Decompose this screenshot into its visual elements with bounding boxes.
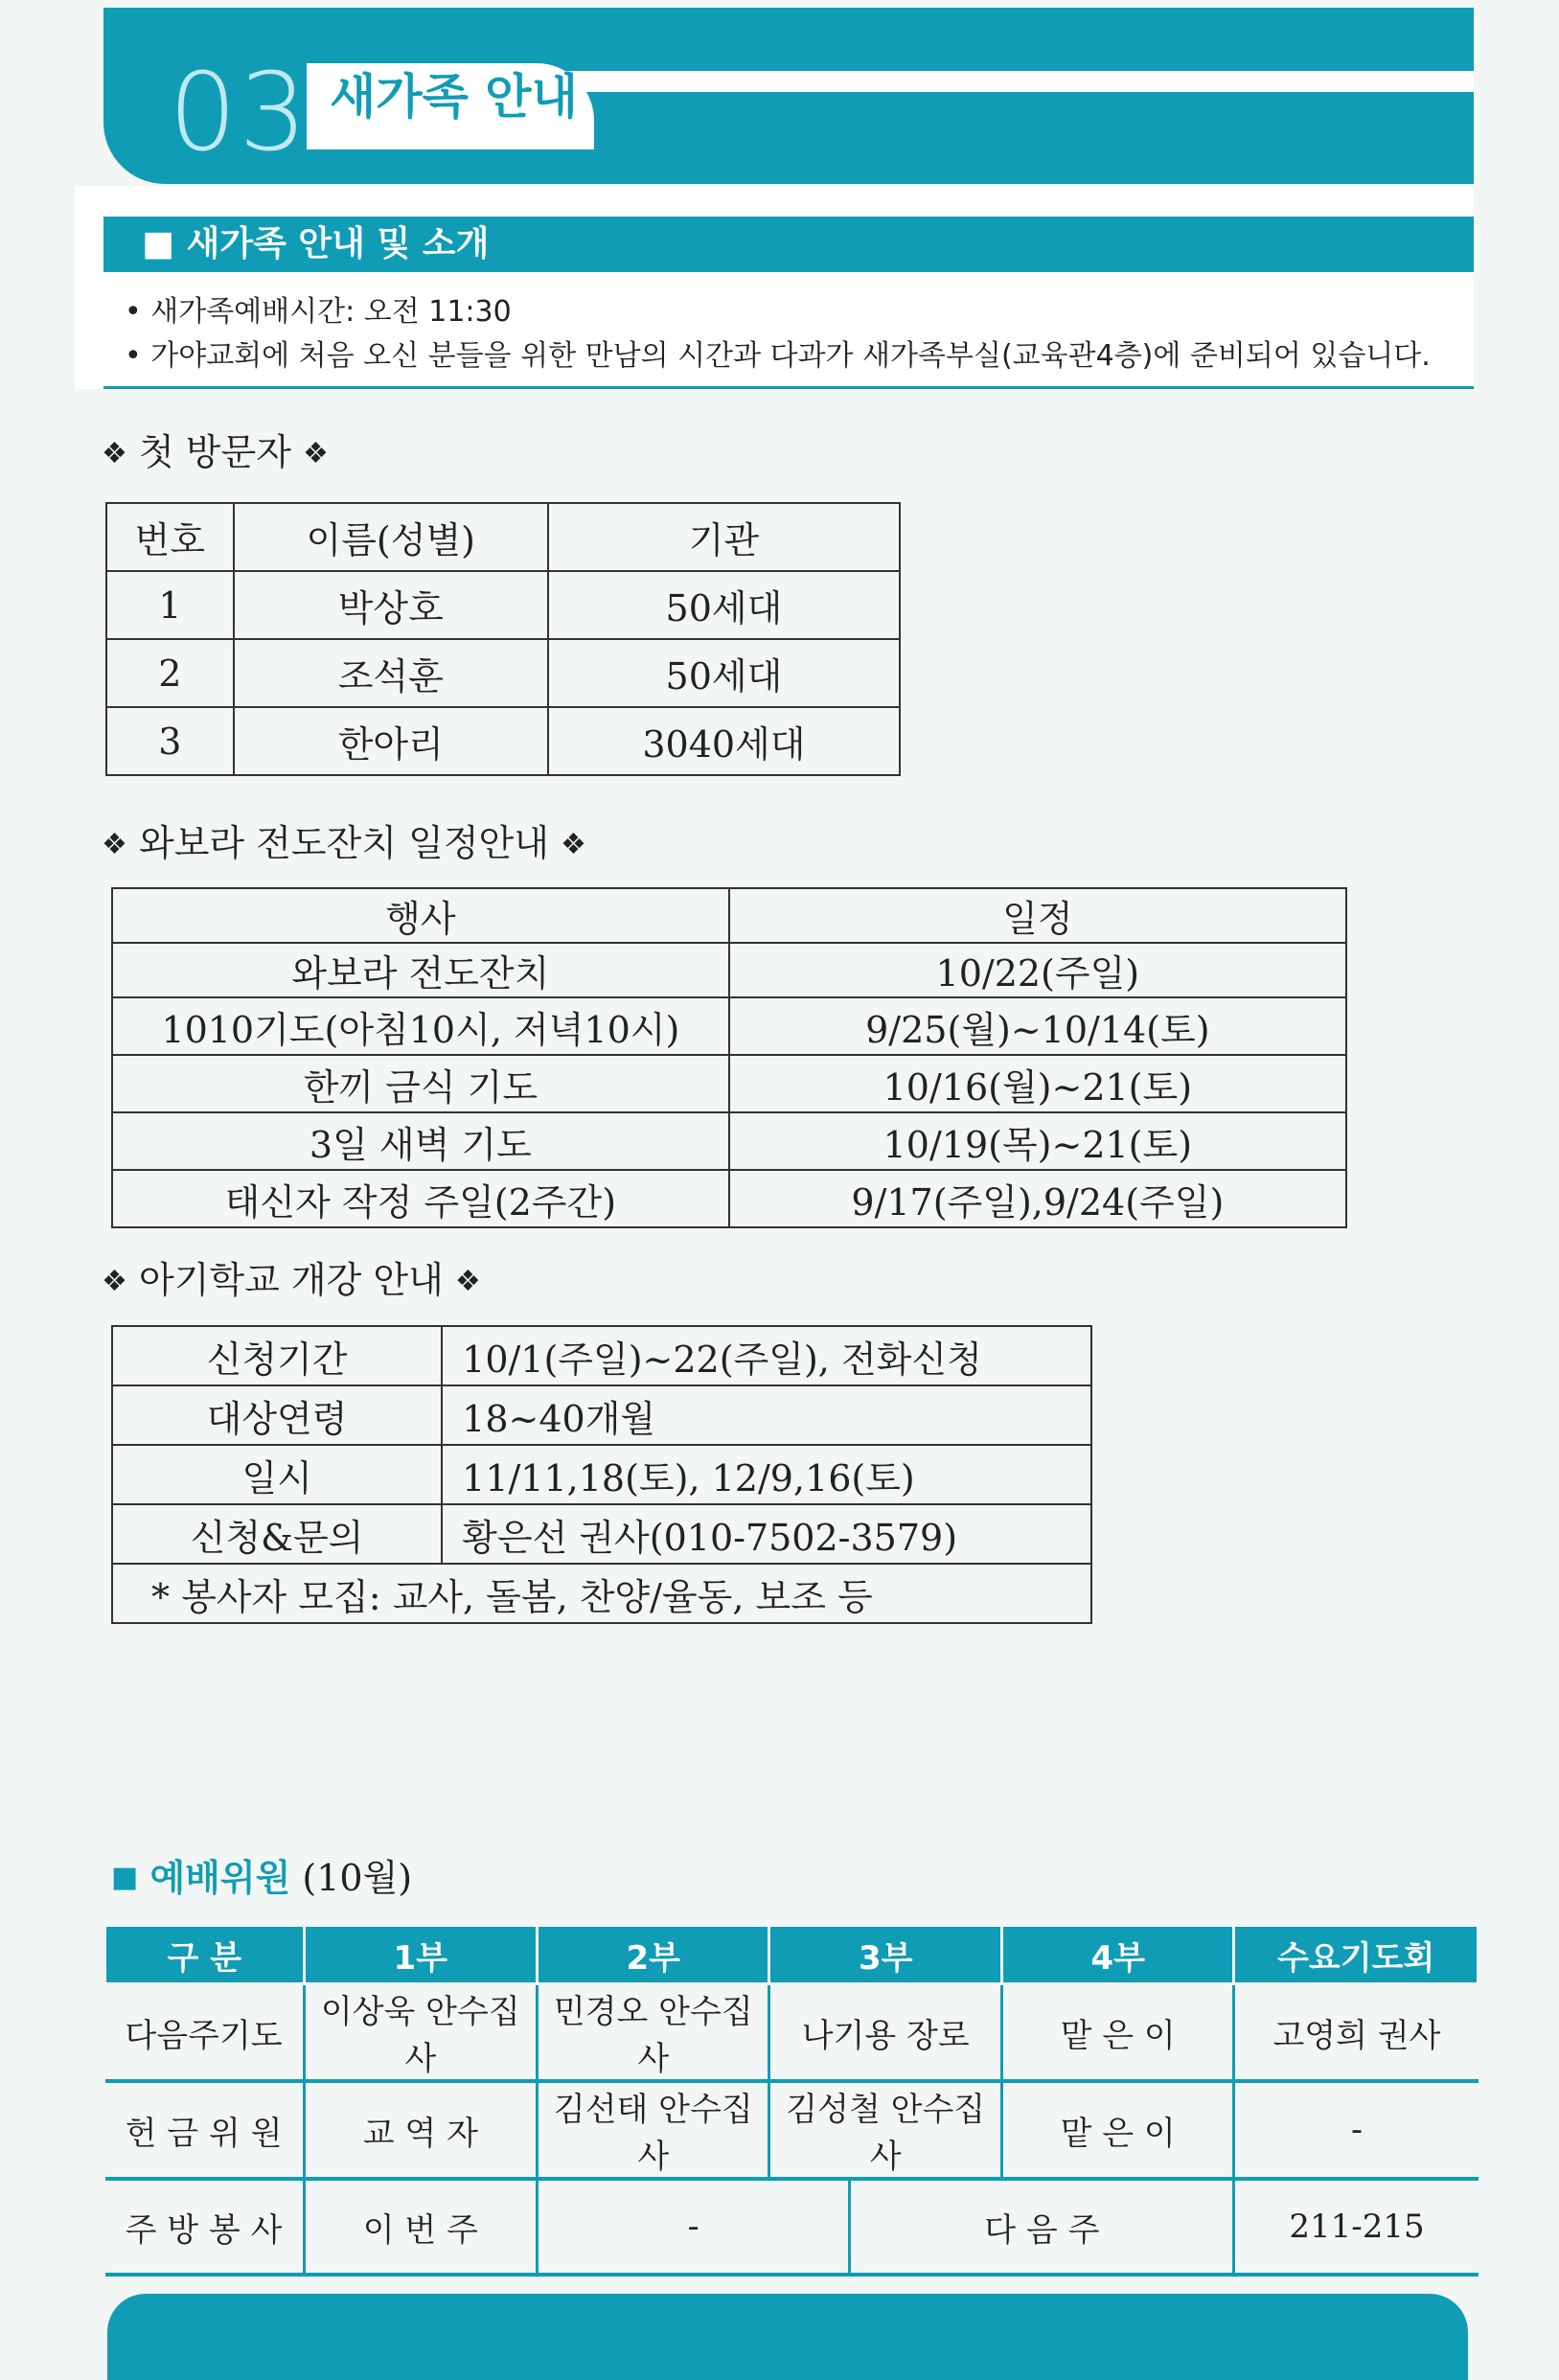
table-header-row — [106, 503, 900, 571]
column-header: 수요기도회 — [1234, 1926, 1479, 1984]
table-cell: - — [1234, 2081, 1479, 2179]
table-cell: 1010기도(아침10시, 저녁10시) — [112, 997, 729, 1055]
section-number: 03 — [169, 51, 310, 175]
table-row — [106, 639, 900, 707]
table-row — [106, 707, 900, 775]
table-cell: 김성철 안수집사 — [769, 2081, 1001, 2179]
table-cell: 이상욱 안수집사 — [304, 1984, 537, 2082]
evangelism-heading: ❖ 와보라 전도잔치 일정안내 ❖ — [102, 822, 586, 864]
column-header: 기관 — [548, 503, 900, 571]
table-header-row — [105, 1926, 1479, 1984]
evangelism-table — [111, 887, 1347, 1228]
table-row — [105, 2179, 1479, 2275]
table-cell: 박상호 — [234, 571, 548, 639]
table-cell: 고영희 권사 — [1234, 1984, 1479, 2082]
column-header: 3부 — [769, 1926, 1001, 1984]
diamond-icon: ❖ — [303, 437, 329, 470]
table-cell: 211-215 — [1234, 2179, 1479, 2275]
column-header: 행사 — [112, 888, 729, 943]
table-cell: 3일 새벽 기도 — [112, 1112, 729, 1170]
table-cell: 3040세대 — [548, 707, 900, 775]
table-cell: 2 — [106, 639, 234, 707]
diamond-icon: ❖ — [102, 437, 127, 470]
footer-band — [107, 2294, 1468, 2380]
table-row — [112, 1385, 1091, 1445]
worship-heading-month: (10월) — [302, 1857, 413, 1899]
table-cell: 태신자 작정 주일(2주간) — [112, 1170, 729, 1227]
table-row — [105, 1984, 1479, 2082]
table-cell: 11/11,18(토), 12/9,16(토) — [442, 1445, 1091, 1504]
table-cell: 김선태 안수집사 — [538, 2081, 769, 2179]
table-cell: 1 — [106, 571, 234, 639]
header-curve — [594, 92, 1474, 184]
column-header: 일정 — [729, 888, 1346, 943]
table-row — [112, 1445, 1091, 1504]
table-cell: 민경오 안수집사 — [538, 1984, 769, 2082]
table-row — [112, 943, 1346, 997]
column-header: 2부 — [538, 1926, 769, 1984]
table-cell: 맡 은 이 — [1001, 2081, 1233, 2179]
intro-heading: ■ 새가족 안내 및 소개 — [142, 224, 490, 263]
worship-table — [103, 1924, 1479, 2277]
table-cell: 10/16(월)~21(토) — [729, 1055, 1346, 1112]
baby-school-heading: ❖ 아기학교 개강 안내 ❖ — [102, 1259, 481, 1301]
table-cell: 맡 은 이 — [1001, 1984, 1233, 2082]
worship-heading-label: 예배위원 — [149, 1857, 291, 1899]
table-cell: 와보라 전도잔치 — [112, 943, 729, 997]
table-cell: 10/1(주일)~22(주일), 전화신청 — [442, 1326, 1091, 1385]
table-cell: 나기용 장로 — [769, 1984, 1001, 2082]
table-header-row — [112, 888, 1346, 943]
table-cell: 다 음 주 — [850, 2179, 1234, 2275]
table-cell: 50세대 — [548, 571, 900, 639]
column-header: 구 분 — [105, 1926, 305, 1984]
intro-line-time: • 새가족예배시간: 오전 11:30 — [125, 295, 512, 329]
volunteer-note: * 봉사자 모집: 교사, 돌봄, 찬양/율동, 보조 등 — [112, 1564, 1091, 1623]
column-header: 4부 — [1001, 1926, 1233, 1984]
table-cell: 10/22(주일) — [729, 943, 1346, 997]
table-cell: 9/17(주일),9/24(주일) — [729, 1170, 1346, 1227]
column-header: 번호 — [106, 503, 234, 571]
table-row — [112, 1055, 1346, 1112]
intro-line-welcome: • 가야교회에 처음 오신 분들을 위한 만남의 시간과 다과가 새가족부실(교육관4층)에 준비되어 있습니다. — [125, 339, 1431, 373]
diamond-icon: ❖ — [102, 1265, 127, 1298]
visitors-heading: ❖ 첫 방문자 ❖ — [102, 431, 329, 473]
table-row — [112, 1564, 1091, 1623]
table-row — [112, 1170, 1346, 1227]
table-row — [112, 997, 1346, 1055]
visitors-table — [105, 502, 901, 776]
diamond-icon: ❖ — [102, 828, 127, 861]
row-label: 다음주기도 — [105, 1984, 305, 2082]
square-bullet-icon: ■ — [111, 1861, 139, 1894]
table-cell: 18~40개월 — [442, 1385, 1091, 1445]
page-title: 새가족 안내 — [330, 69, 578, 125]
table-row — [105, 2081, 1479, 2179]
row-label: 주 방 봉 사 — [105, 2179, 305, 2275]
intro-rule — [103, 386, 1474, 389]
row-label: 일시 — [112, 1445, 442, 1504]
table-cell: 10/19(목)~21(토) — [729, 1112, 1346, 1170]
table-cell: 이 번 주 — [304, 2179, 537, 2275]
table-cell: 교 역 자 — [304, 2081, 537, 2179]
column-header: 이름(성별) — [234, 503, 548, 571]
table-cell: 한끼 금식 기도 — [112, 1055, 729, 1112]
table-row — [112, 1326, 1091, 1385]
table-cell: 9/25(월)~10/14(토) — [729, 997, 1346, 1055]
table-cell: 조석훈 — [234, 639, 548, 707]
table-cell: 한아리 — [234, 707, 548, 775]
table-row — [106, 571, 900, 639]
worship-heading — [111, 1854, 412, 1902]
table-cell: - — [538, 2179, 850, 2275]
row-label: 대상연령 — [112, 1385, 442, 1445]
table-row — [112, 1112, 1346, 1170]
table-row — [112, 1504, 1091, 1564]
table-cell: 50세대 — [548, 639, 900, 707]
table-cell: 황은선 권사(010-7502-3579) — [442, 1504, 1091, 1564]
row-label: 신청기간 — [112, 1326, 442, 1385]
baby-school-table — [111, 1325, 1092, 1624]
row-label: 헌 금 위 원 — [105, 2081, 305, 2179]
diamond-icon: ❖ — [454, 1265, 481, 1298]
table-cell: 3 — [106, 707, 234, 775]
row-label: 신청&문의 — [112, 1504, 442, 1564]
diamond-icon: ❖ — [561, 828, 586, 861]
column-header: 1부 — [304, 1926, 537, 1984]
